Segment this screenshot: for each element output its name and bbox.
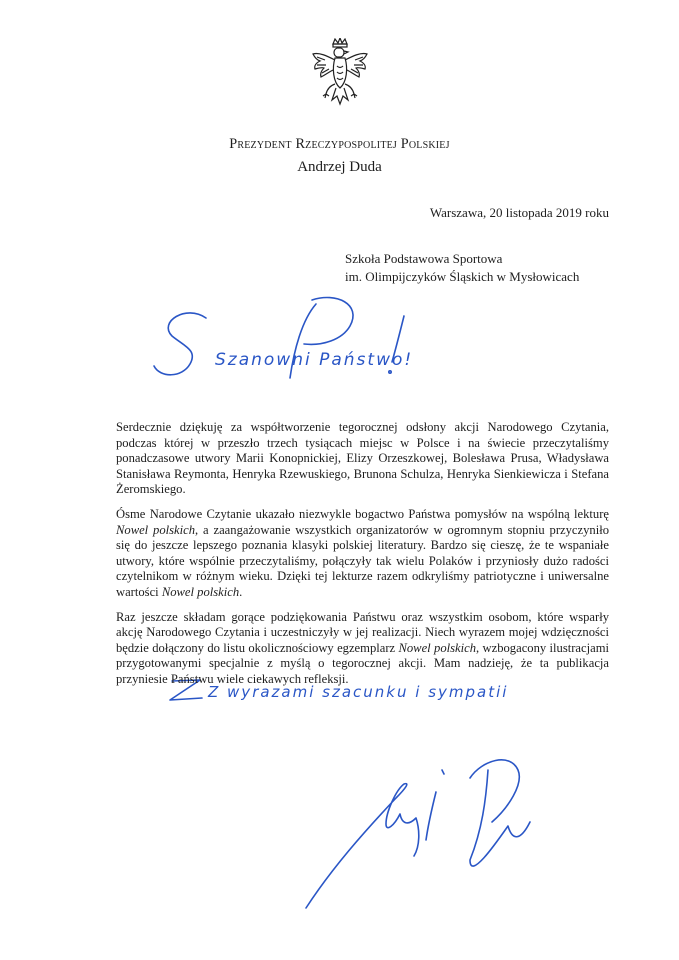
letter-date: Warszawa, 20 listopada 2019 roku <box>429 205 609 220</box>
eagle-emblem-icon <box>311 38 369 110</box>
paragraph-2: Ósme Narodowe Czytanie ukazało niezwykle bogactwo Państwa pomysłów na wspólną lekturę Nowel polskich, a zaangażowanie wszystkich organizatorów w ogromnym stopniu przyczyniło się do jeszcze lepszego poznania klasyki polskiej literatury. Bardzo się cieszę, że te wspaniałe utwory, które wspólnie przeczytaliśmy, połączyły tak wielu Polaków i przyniosły dużo radości czytelnikom w różnym wieku. Dzięki tej lekturze razem odkryliśmy patriotyczne i uniwersalne wartości Nowel polskich. <box>116 506 609 599</box>
letterhead <box>0 136 679 177</box>
sender-name: Andrzej Duda <box>297 159 382 175</box>
salutation-handwriting <box>154 298 404 378</box>
recipient-line-1: Szkoła Podstawowa Sportowa <box>345 251 503 266</box>
signature-handwriting <box>306 760 530 908</box>
recipient-address <box>345 250 579 286</box>
salutation-text: Szanowni Państwo! <box>215 350 414 370</box>
office-title: Prezydent Rzeczypospolitej Polskiej <box>229 136 450 152</box>
paragraph-3: Raz jeszcze składam gorące podziękowania Państwu oraz wszystkim osobom, które wsparły akcję Narodowego Czytania i uczestniczyły w jej realizacji. Niech wyrazem mojej wdzięczności będzie dołączony do listu okolicznościowy egzemplarz Nowel polskich, wzbogacony ilustracjami przygotowanymi specjalnie z myślą o tegorocznej akcji. Mam nadzieję, że ta publikacja przyniesie Państwu wiele ciekawych refleksji. <box>116 609 609 686</box>
paragraph-1: Serdecznie dziękuję za współtworzenie tegorocznej odsłony akcji Narodowego Czytania, podczas której w przeszło trzech tysiącach miejsc w Polsce i na świecie przeczytaliśmy ponadczasowe utwory Marii Konopnickiej, Elizy Orzeszkowej, Bolesława Prusa, Władysława Stanisława Reymonta, Henryka Rzewuskiego, Brunona Schulza, Henryka Sienkiewicza i Stefana Żeromskiego. <box>116 420 609 497</box>
recipient-line-2: im. Olimpijczyków Śląskich w Mysłowicach <box>345 269 580 284</box>
closing-text: Z wyrazami szacunku i sympatii <box>208 683 509 701</box>
letter-body <box>116 420 609 697</box>
